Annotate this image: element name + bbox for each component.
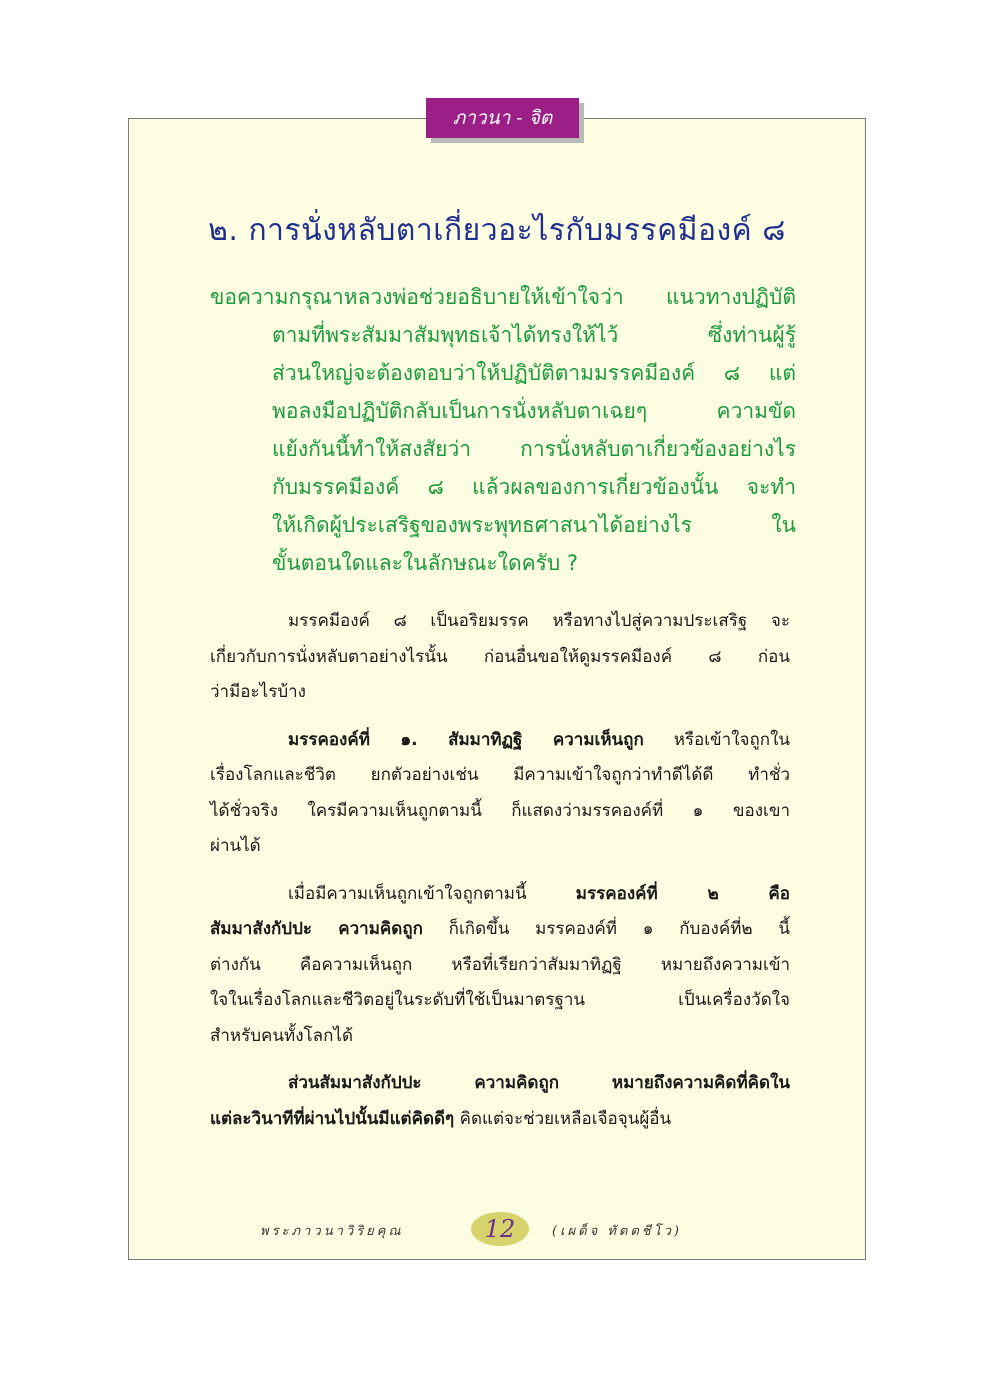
paragraph	[210, 604, 790, 711]
question-line: กับมรรคมีองค์ ๘ แล้วผลของการเกี่ยวข้องนั้น จะทำ	[272, 475, 796, 499]
question-block	[210, 278, 796, 582]
paragraph-line: ได้ชั่วจริง ใครมีความเห็นถูกตามนี้ ก็แสดงว่ามรรคองค์ที่ ๑ ของเขา	[210, 800, 790, 821]
paragraph-text: คิดแต่จะช่วยเหลือเจือจุนผู้อื่น	[454, 1108, 672, 1129]
paragraph-line: ต่างกัน คือความเห็นถูก หรือที่เรียกว่าสัมมาทิฏฐิ หมายถึงความเข้า	[210, 954, 790, 975]
chapter-title: ๒. การนั่งหลับตาเกี่ยวอะไรกับมรรคมีองค์ ๘	[208, 213, 786, 248]
paragraph-line	[210, 1102, 790, 1138]
bold-term: มรรคองค์ที่ ๒ คือ	[575, 883, 790, 904]
question-line: ขอความกรุณาหลวงพ่อช่วยอธิบายให้เข้าใจว่า แนวทางปฏิบัติ	[210, 285, 796, 309]
paragraph-line: มรรคมีองค์ ๘ เป็นอริยมรรค หรือทางไปสู่ความประเสริฐ จะ	[288, 611, 790, 631]
paragraph-line: ผ่านได้	[210, 836, 261, 856]
paragraph-line: เกี่ยวกับการนั่งหลับตาอย่างไรนั้น ก่อนอื่นขอให้ดูมรรคมีองค์ ๘ ก่อน	[210, 646, 790, 667]
paragraph-text: เมื่อมีความเห็นถูกเข้าใจถูกตามนี้	[288, 883, 576, 904]
paragraph-line	[210, 912, 790, 948]
question-line: ให้เกิดผู้ประเสริฐของพระพุทธศาสนาได้อย่างไร ใน	[272, 513, 796, 537]
footer-book-title: พระภาวนาวิริยคุณ	[260, 1224, 404, 1239]
paragraph-line	[210, 877, 790, 913]
paragraph	[210, 723, 790, 865]
paragraph-text: หรือเข้าใจถูกใน	[643, 729, 790, 750]
bold-term: แต่ละวินาทีที่ผ่านไปนั้นมีแต่คิดดีๆ	[210, 1108, 455, 1129]
question-line: แย้งกันนี้ทำให้สงสัยว่า การนั่งหลับตาเกี่ยวข้องอย่างไร	[272, 437, 796, 461]
paragraph-line: สำหรับคนทั้งโลกได้	[210, 1025, 353, 1046]
paragraph	[210, 877, 790, 1055]
question-line: พอลงมือปฏิบัติกลับเป็นการนั่งหลับตาเฉยๆ ความขัด	[272, 399, 796, 423]
question-line: ส่วนใหญ่จะต้องตอบว่าให้ปฏิบัติตามมรรคมีองค์ ๘ แต่	[272, 361, 796, 385]
question-line: ขั้นตอนใดและในลักษณะใดครับ ?	[272, 551, 579, 575]
paragraph-line: ส่วนสัมมาสังกัปปะ ความคิดถูก หมายถึงความคิดที่คิดใน	[288, 1073, 790, 1093]
bold-term: มรรคองค์ที่ ๑. สัมมาทิฏฐิ ความเห็นถูก	[288, 729, 644, 750]
footer-author: (เผด็จ ทัตตชีโว)	[552, 1224, 682, 1239]
page-footer	[128, 1208, 866, 1252]
paragraph	[210, 1066, 790, 1137]
question-line: ตามที่พระสัมมาสัมพุทธเจ้าได้ทรงให้ไว้ ซึ่งท่านผู้รู้	[272, 323, 796, 347]
paragraph-line: ใจในเรื่องโลกและชีวิตอยู่ในระดับที่ใช้เป็นมาตรฐาน เป็นเครื่องวัดใจ	[210, 990, 790, 1010]
page-number-badge: 12	[471, 1212, 529, 1246]
paragraph-line	[210, 723, 790, 759]
paragraph-line: ว่ามีอะไรบ้าง	[210, 682, 306, 702]
answer-body	[210, 604, 790, 1149]
bold-term: สัมมาสังกัปปะ ความคิดถูก	[210, 919, 423, 939]
paragraph-line: เรื่องโลกและชีวิต ยกตัวอย่างเช่น มีความเข้าใจถูกว่าทำดีได้ดี ทำชั่ว	[210, 765, 790, 785]
paragraph-text: ก็เกิดขึ้น มรรคองค์ที่ ๑ กับองค์ที่๒ นี้	[422, 919, 790, 939]
section-tag: ภาวนา - จิต	[426, 98, 579, 138]
